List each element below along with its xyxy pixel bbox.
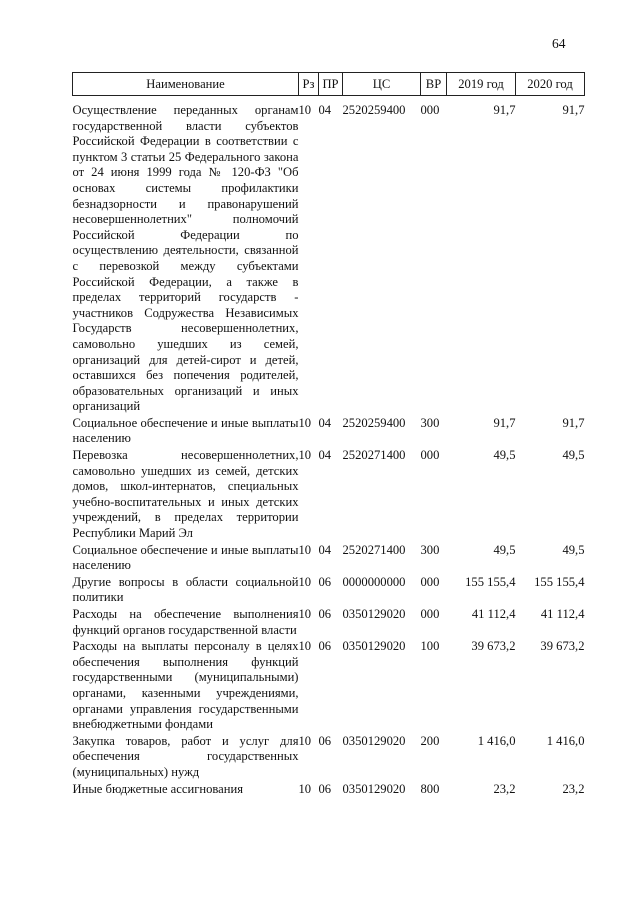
table-row: [73, 574, 585, 606]
row-vr: 100: [420, 639, 440, 654]
table-header-row: [73, 73, 585, 96]
row-name: Социальное обеспечение и иные выплаты населению: [72, 542, 299, 573]
row-vr: 000: [420, 607, 440, 621]
row-2019: 1 416,0: [477, 733, 516, 748]
budget-table: [72, 72, 585, 797]
row-rz: 10: [298, 448, 312, 463]
row-vr: 000: [420, 574, 440, 589]
header-rz: Рз: [299, 73, 319, 96]
row-pr: 06: [318, 607, 332, 621]
row-2020: 23,2: [562, 781, 585, 796]
row-rz: 10: [298, 574, 312, 589]
table-row: [73, 96, 585, 415]
row-2019: 91,7: [493, 415, 516, 430]
row-name: Иные бюджетные ассигнования: [72, 781, 244, 796]
table-row: [73, 781, 585, 798]
row-cs: 0000000000: [342, 574, 406, 589]
row-cs: 2520271400: [342, 542, 406, 557]
row-pr: 06: [318, 639, 332, 654]
header-vr: ВР: [421, 73, 447, 96]
row-2019: 39 673,2: [471, 639, 516, 654]
row-vr: 000: [420, 103, 440, 117]
row-2020: 39 673,2: [540, 639, 585, 654]
table-row: [73, 638, 585, 733]
row-cs: 2520259400: [342, 415, 406, 430]
row-cs: 0350129020: [342, 733, 406, 748]
row-pr: 04: [318, 415, 332, 430]
row-name: Перевозка несовершеннолетних, самовольно ушедших из семей, детских домов, школ-интернатов, специальных учебно-воспитательных и иных детских учреждений, в пределах территории Республики Марий Эл: [72, 448, 299, 541]
row-2020: 49,5: [562, 448, 585, 463]
table-row: [73, 606, 585, 638]
row-cs: 0350129020: [342, 639, 406, 654]
row-name: Осуществление переданных органам государственной власти субъектов Российской Федерации в соответствии с пунктом 3 статьи 25 Федерального закона от 24 июня 1999 года № 120-ФЗ "Об основах системы профилактики безнадзорности и правонарушений несовершеннолетних" полномочий Российской Федерации по осуществлению деятельности, связанной с перевозкой между субъектами Российской Федерации, а также в пределах территорий государств - участников Содружества Независимых Государств несовершеннолетних, самовольно ушедших из семей, организаций для детей-сирот и детей, оставшихся без попечения родителей, образовательных организаций и иных организаций: [72, 103, 299, 414]
row-cs: 0350129020: [342, 781, 406, 796]
row-2019: 49,5: [493, 542, 516, 557]
row-cs: 2520259400: [342, 103, 406, 117]
header-cs: ЦС: [343, 73, 421, 96]
row-name: Другие вопросы в области социальной политики: [72, 574, 299, 605]
row-vr: 000: [420, 448, 440, 463]
row-rz: 10: [298, 781, 312, 796]
header-name: Наименование: [73, 73, 299, 96]
row-rz: 10: [298, 415, 312, 430]
row-vr: 300: [420, 542, 440, 557]
row-rz: 10: [298, 103, 312, 117]
row-vr: 200: [420, 733, 440, 748]
table-row: [73, 447, 585, 542]
row-pr: 06: [318, 733, 332, 748]
header-2019: 2019 год: [447, 73, 516, 96]
header-pr: ПР: [319, 73, 343, 96]
row-name: Закупка товаров, работ и услуг для обеспечения государственных (муниципальных) нужд: [72, 733, 299, 779]
row-2020: 41 112,4: [540, 607, 585, 621]
row-2020: 1 416,0: [546, 733, 585, 748]
row-vr: 800: [420, 781, 440, 796]
table-row: [73, 415, 585, 447]
row-2020: 155 155,4: [534, 574, 585, 589]
row-cs: 2520271400: [342, 448, 406, 463]
row-rz: 10: [298, 733, 312, 748]
row-pr: 06: [318, 574, 332, 589]
row-2020: 91,7: [562, 415, 585, 430]
table-row: [73, 542, 585, 574]
row-pr: 04: [318, 103, 332, 117]
row-name: Социальное обеспечение и иные выплаты населению: [72, 415, 299, 446]
row-name: Расходы на выплаты персоналу в целях обеспечения выполнения функций государственными (муниципальными) органами, казенными учреждениями, органами управления государственными внебюджетными фондами: [72, 639, 299, 732]
row-rz: 10: [298, 607, 312, 621]
row-2019: 91,7: [493, 103, 516, 117]
row-2019: 41 112,4: [471, 607, 516, 621]
row-pr: 04: [318, 542, 332, 557]
row-2019: 49,5: [493, 448, 516, 463]
row-name: Расходы на обеспечение выполнения функций органов государственной власти: [72, 607, 299, 637]
row-vr: 300: [420, 415, 440, 430]
row-pr: 04: [318, 448, 332, 463]
row-2020: 91,7: [562, 103, 585, 117]
row-pr: 06: [318, 781, 332, 796]
row-2019: 23,2: [493, 781, 516, 796]
row-2019: 155 155,4: [465, 574, 516, 589]
row-cs: 0350129020: [342, 607, 406, 621]
row-rz: 10: [298, 639, 312, 654]
row-2020: 49,5: [562, 542, 585, 557]
row-rz: 10: [298, 542, 312, 557]
header-2020: 2020 год: [516, 73, 585, 96]
table-row: [73, 733, 585, 781]
page-number: 64: [552, 36, 566, 51]
